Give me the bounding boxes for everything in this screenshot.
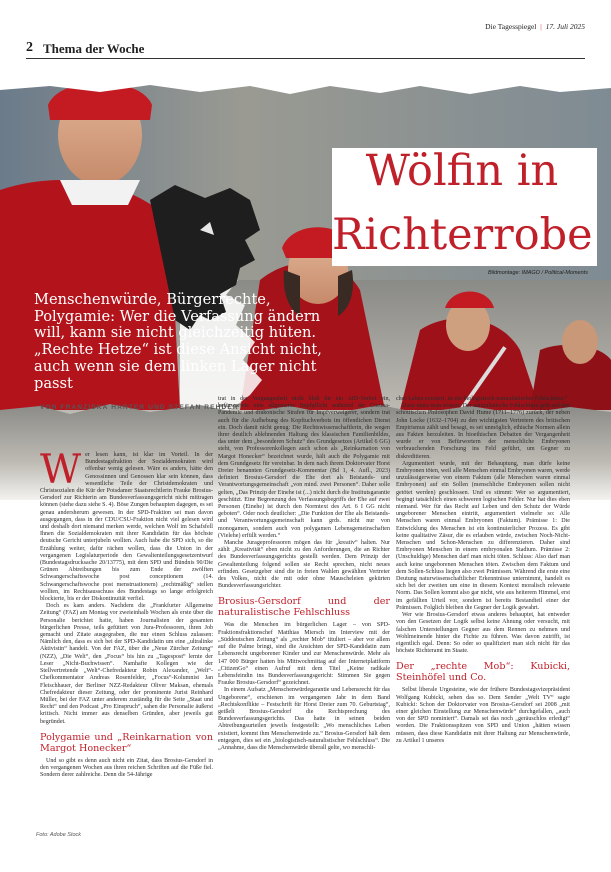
drop-cap: W	[40, 447, 82, 493]
article-paragraph: Was die Menschen im bürgerlichen Lager – von SPD-Fraktionsfraktionschef Matthias Miersch im Interview mit der „Süddeutschen Zeitung“ als „rechter Mob“ tituliert – aber vor allem auf die Palme bringt, sind die Ansichten der SPD-Kandidatin zum Lebensrecht ungeborener Kinder und zur Menschenwürde. Mehr als 147 000 Bürger hatten bis Mittwochmittag auf der Internetplattform „CitizenGo“ einen Aufruf mit dem Titel „Keine radikale Lebensfeindin ins Bundesverfassungsgericht: Stimmen Sie gegen Frauke Brosius-Gersdorf“ gezeichnet.	[218, 622, 390, 687]
article-paragraph: ches Leben existiert, ist ein biologistisch-naturalistischer Fehlschluss.“	[396, 396, 568, 402]
article-column-2	[218, 396, 390, 752]
header-rule	[26, 58, 585, 59]
article-column-1	[40, 447, 213, 779]
article-paragraph: Manche Jurageprofessoren mögen das für „kreativ“ halten. Nur zählt „Kreativität“ eben nicht zu den Anforderungen, die an Richter des Bundesverfassungsgerichts gestellt werden. Dem Prinzip der Gewaltenteilung folgend sollen sie Recht sprechen, nicht neues erfinden. Gesetzgeber sind die in freien Wahlen gewählten Vertreter des Volkes, nicht die mit oder ohne Mauscheleien gekürten Bundesverfassungsrichter.	[218, 540, 390, 590]
photo-credit-bottom: Foto: Adobe Stock	[36, 832, 82, 838]
paper-name: Die Tagesspiegel	[485, 22, 537, 31]
masthead	[26, 22, 585, 36]
subheading: Der „rechte Mob“: Kubicki, Steinhöfel und Co.	[396, 661, 570, 684]
subheading: Brosius-Gersdorf und der naturalistische Fehlschluss	[218, 596, 390, 619]
byline: VON FRANZISKA HARTER UND STEFAN REHDER	[40, 404, 239, 411]
headline-line-2: Richterrobe	[332, 210, 593, 260]
masthead-separator: |	[540, 22, 542, 31]
article-paragraph: Doch es kam anders. Nachdem die „Frankfurter Allgemeine Zeitung“ (FAZ) am Montag vor zweieinhalb Wochen als erste über die Personalie berichtet hatte, haben Journalisten der gesamten bürgerlichen Presse, teils gefüttert von Jura-Professoren, ihren Job gemacht und Zitate ausgegraben, die nur einen Schluss zulassen: Nämlich den, dass es sich bei der SPD-Kandidatin um eine „ultralinke Aktivistin“ handelt. Von der FAZ, über die „Neue Zürcher Zeitung“ (NZZ), „Die Welt“, den „Focus“ bis hin zu „Tagespost“ lernte der Leser „Nicht-Buchwissen“. Namhafte Kollegen wie der Stellvertretende „Welt“-Chefredakteur Robin Alexander, „Welt“-Chefkommentator Andreas Rosenfelder, „Focus“-Kolumnist Jan Fleischhauer, der Berliner NZZ-Redakteur Oliver Maksan, ehemals Chefredakteur dieser Zeitung, oder der prominente Jurist Reinhard Müller, bei der FAZ unter anderem zuständig für die Seite „Staat und Recht“ und den Podcast „Pro Einspruch“, sahen die Personalie äußerst kritisch. Nicht immer aus denselben Gründen, aber jeweils gut begründet.	[40, 603, 213, 725]
section-title: Thema der Woche	[43, 41, 145, 56]
article-paragraph: Dazu muss man wissen: Der naturalistische Fehlschluss geht auf den schottischen Philosophen David Hume (1711–1776) zurück, der neben John Locke (1632–1704) zu den wichtigsten Vertretern des britischen Empirismus zählt und besagt, es sei unmöglich, ethische Normen allein aus Fakten herzuleiten. In bioethischen Debatten der Vergangenheit wurde er von Befürwortern der menschliche Embryonen verbrauchenden Forschung ins Feld geführt, um Gegner zu diskreditieren.	[396, 403, 570, 460]
issue-date: 17. Juli 2025	[545, 22, 585, 31]
article-paragraph: Selbst liberale Urgesteine, wie der frühere Bundestagsvizepräsident Wolfgang Kubicki, sehen das so. Dem Sender „Welt TV“ sagte Kubicki: Schon der Doktorvater von Brosius-Gersdorf sei 2008 „mit einer gleichen Einstellung zur Menschenwürde“ durchgefallen, „auch von der SPD nominiert“. Damals sei das noch „geräuschlos erledigt“ worden. Die Fraktionsspitzen von SPD und Union „hätten wissen müssen, dass diese Kandidatin mit ihrer Haltung zur Menschenwürde, zu Artikel 1 unseres	[396, 687, 570, 744]
article-column-3	[396, 396, 570, 745]
article-paragraph: Argumentiert wurde, mit der Behauptung, man dürfe keine Embryonen töten, weil alle Menschen einmal Embryonen waren, werde unzulässigerweise von einem Faktum (alle Menschen waren einmal Embryonen) auf ein Sollen (menschliche Embryonen sollen nicht getötet werden) geschlossen. Und es stimmt: Wer so argumentiert, begingt tatsächlich einen schweren logischen Fehler. Nur hat dies eben niemand. Wer für das Recht auf Leben und den Schutz der Würde ungeborener Menschen eintritt, argumentiert vielmehr so: Alle Menschen waren einmal Embryonen (Faktum). Prämisse 1: Die Entwicklung des Menschen ist ein kontinuierlicher Prozess. Es gibt keine qualitative Zäsur, die es erlauben würde, zwischen Noch-Nicht-Menschen und Schon-Menschen zu differenzieren. Daher sind Embryonen Menschen in einem embryonalen Stadium. Prämisse 2: (Unschuldige) Menschen darf man nicht töten. Schluss: Also darf man auch keine ungeborenen Menschen töten. Zwischen dem Faktum und dem Sollen-Schluss liegen also zwei Prämissen. Während die erste eine Deutung naturwissenschaftlicher Erkenntnisse unternimmt, handelt es sich bei der zweiten um eine in diesem Kontext moralisch relevante Norm. Das Sollen kommt also gar nicht, wie aus heiterem Himmel, erst im gefällten Urteil vor, sondern ist bereits Bestandteil einer der Prämissen. Folglich bleiben die Gegner der Logik gewahrt.	[396, 460, 570, 611]
headline-line-1: Wölfin in	[365, 146, 559, 196]
judge-collar-left	[60, 180, 140, 205]
page-number: 2	[26, 40, 33, 55]
article-paragraph: In einem Aufsatz „Menschenwürdegarantie und Lebensrecht für das Ungeborene“, erschienen im vergangenen Jahr in dem Band „Rechtskonflikte – Festschrift für Horst Dreier zum 70. Geburtstag“, geißelt Brosius-Gersdorf die Rechtsprechung des Bundesverfassungsgerichts. Das hatte in seinen beiden Abtreibungsurteilen jeweils festgestellt: „Wo menschliches Leben existiert, kommt ihm Menschenwürde zu.“ Brosius-Gersdorf hält dem entgegen, dies sei ein „biologistisch-naturalistischer Fehlschluss“. Die „Annahme, dass die Menschenwürde überall gelte, wo menschli-	[218, 687, 390, 751]
article-paragraph: trat in der Vergangenheit nicht bloß für ein AfD-Verbot ein, befürwortete eine allgemeine Impfpflicht während der Corona-Pandemie und drakonische Strafen für Impfverweigerer, sondern trat auch für die Aufhebung des Kopftuchverbots im öffentlichen Dienst ein. Doch damit nicht genug: Die Rechtswissenschaftlerin, die wegen ihrer deutlich ablehnenden Haltung des klassischen Familienbildes, das unter dem „besonderen Schutz“ des Grundgesetzes (Artikel 6 GG) steht, von Professorenkollegen auch schon als „Reinkarnation von Margot Honecker“ bezeichnet wurde, hält auch die Polygamie mit dem Grundgesetz für vereinbar. In dem nach ihrem Doktorvater Horst Dreier benannten Grundgesetz-Kommentar (Bd 1, 4. Aufl., 2023) definiert Brosius-Gersdorf die Ehe dort als Beistands- und Verantwortungsgemeinschaft „von mind. zwei Personen“. Daher solle gelten, „Das Prinzip der Einehe ist (...) nicht durch die Institutsgarantie geschützt. Eine Begrenzung des Verfassungsbegriffs der Ehe auf zwei Personen (Einehe) ist durch den Normtext des Art. 6 I GG nicht geboten“. Oder noch deutlicher: „Die Funktion der Ehe als Beistands- und Verantwortungsgemeinschaft kann grds. nicht nur von monogamen, sondern auch von polygamen Lebensgemeinschaften (Vielehe) erfüllt werden.“	[218, 396, 390, 539]
photo-credit-top: Bildmontage: IMAGO / Political-Moments	[488, 270, 588, 276]
teaser-text: Menschenwürde, Bürgerrechte, Polygamie: Wer die Verfassung ändern will, kann sie nicht gleichzeitig hüten. „Rechte Hetze“ ist diese Ansicht nicht, auch wenn sie dem linken Lager nicht passt	[34, 291, 322, 392]
article-paragraph: Und so gibt es denn auch nicht ein Zitat, dass Brosius-Gersdorf in den vergangenen Wochen aus ihren reichen Schriften auf die Füße fiel. Sondern derer zahlreiche. Denn die 54-Jährige	[40, 757, 213, 779]
subheading: Polygamie und „Reinkarnation von Margot Honecker“	[40, 731, 213, 754]
article-paragraph: er lesen kann, ist klar im Vorteil. In der Bundestagsfraktion der Sozialdemokraten wird offenbar wenig gelesen. Wäre es anders, hätte den Genossinnen und Genossen klar sein können, dass wesentliche Teile der Christdemokraten und Christsozialen die Kür der Potsdamer Staatsrechtlerin Frauke Brosius-Gersdorf zur Richterin am Bundesverfassungsgericht nicht mittragen können (siehe dazu siehe S. 4). Böse Zungen behaupten dagegen, es sei genau andersherum gewesen. In der SPD-Fraktion sei man davon ausgegangen, dass in der CDU/CSU-Fraktion nicht viel gelesen wird und deshalb dort niemand merken werde, welchen Wolf im Schafsfell Ihnen die Sozialdemokraten mit ihrer Kandidatin für das höchste deutsche Gericht unterjubeln wollten. Auch habe die SPD sich, so die Erzählung weiter, dafür rächen wollen, dass die Union in der vergangenen Legislaturperiode den Gewaltenteilungsgesetzentwurf (Bundestagsdrucksache 20/13775), mit dem SPD und Bündnis 90/Die Grünen Abtreibungen bis zum Ende der zwölften Schwangerschaftswoche post conceptionem (14. Schwangerschaftswoche post menstruationem) „rechtmäßig“ stellen wollten, im Rechtsausschuss des Bundestags so lange erfolgreich blockierte, bis er der Diskontinuität verfiel.	[40, 452, 213, 603]
article-paragraph: Wer wie Brosius-Gersdorf etwas anderes behauptet, hat entweder von den Gesetzen der Logik selbst keine Ahnung oder versucht, mit falschen Unterstellungen Gegner aus dem Rennen zu nehmen und Wohlmeinende hinter die Fichte zu führen. Was davon zutrifft, ist eigentlich egal. Denn: So oder so qualifiziert man sich nicht für das höchste Richteramt im Staate.	[396, 612, 570, 655]
